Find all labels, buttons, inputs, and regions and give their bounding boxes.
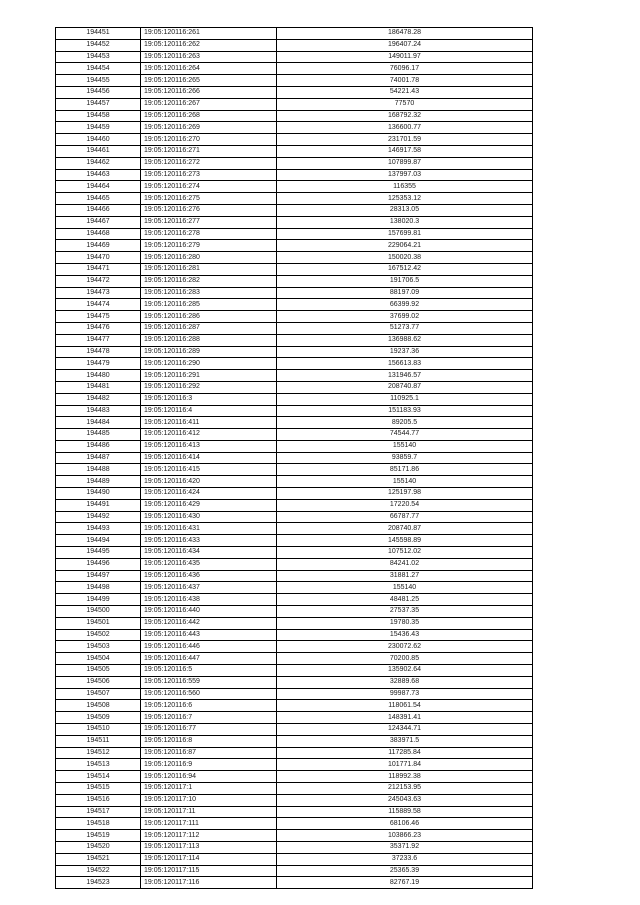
cadastral-number-cell: 19:05:120117:10 [141, 794, 277, 806]
table-row [56, 346, 533, 358]
table-row [56, 606, 533, 618]
cadastral-number-cell: 19:05:120116:433 [141, 535, 277, 547]
value-cell: 145598.89 [277, 535, 533, 547]
value-cell: 32889.68 [277, 676, 533, 688]
row-number-cell: 194464 [56, 181, 141, 193]
cadastral-number-cell: 19:05:120116:94 [141, 771, 277, 783]
cadastral-number-cell: 19:05:120116:559 [141, 676, 277, 688]
cadastral-number-cell: 19:05:120116:434 [141, 547, 277, 559]
value-cell: 17220.54 [277, 499, 533, 511]
value-cell: 118061.54 [277, 700, 533, 712]
cadastral-number-cell: 19:05:120117:115 [141, 865, 277, 877]
value-cell: 117285.84 [277, 747, 533, 759]
cadastral-number-cell: 19:05:120116:435 [141, 558, 277, 570]
value-cell: 168792.32 [277, 110, 533, 122]
cadastral-number-cell: 19:05:120117:11 [141, 806, 277, 818]
row-number-cell: 194490 [56, 488, 141, 500]
cadastral-number-cell: 19:05:120116:420 [141, 476, 277, 488]
table-row [56, 794, 533, 806]
cadastral-number-cell: 19:05:120116:263 [141, 51, 277, 63]
cadastral-number-cell: 19:05:120116:7 [141, 712, 277, 724]
value-cell: 85171.86 [277, 464, 533, 476]
cadastral-number-cell: 19:05:120116:270 [141, 134, 277, 146]
row-number-cell: 194493 [56, 523, 141, 535]
cadastral-number-cell: 19:05:120116:429 [141, 499, 277, 511]
cadastral-number-cell: 19:05:120116:414 [141, 452, 277, 464]
row-number-cell: 194502 [56, 629, 141, 641]
table-row [56, 252, 533, 264]
row-number-cell: 194459 [56, 122, 141, 134]
table-row [56, 665, 533, 677]
value-cell: 136600.77 [277, 122, 533, 134]
cadastral-number-cell: 19:05:120116:269 [141, 122, 277, 134]
value-cell: 54221.43 [277, 86, 533, 98]
cadastral-number-cell: 19:05:120116:286 [141, 311, 277, 323]
row-number-cell: 194504 [56, 653, 141, 665]
value-cell: 116355 [277, 181, 533, 193]
table-row [56, 75, 533, 87]
row-number-cell: 194460 [56, 134, 141, 146]
table-row [56, 86, 533, 98]
cadastral-number-cell: 19:05:120116:446 [141, 641, 277, 653]
row-number-cell: 194523 [56, 877, 141, 889]
value-cell: 230072.62 [277, 641, 533, 653]
value-cell: 138020.3 [277, 216, 533, 228]
value-cell: 35371.92 [277, 841, 533, 853]
table-row [56, 806, 533, 818]
cadastral-number-cell: 19:05:120116:437 [141, 582, 277, 594]
cadastral-number-cell: 19:05:120116:279 [141, 240, 277, 252]
value-cell: 37699.02 [277, 311, 533, 323]
table-row [56, 558, 533, 570]
table-row [56, 594, 533, 606]
row-number-cell: 194481 [56, 381, 141, 393]
row-number-cell: 194469 [56, 240, 141, 252]
value-cell: 186478.28 [277, 28, 533, 40]
cadastral-number-cell: 19:05:120116:262 [141, 39, 277, 51]
value-cell: 89205.5 [277, 417, 533, 429]
row-number-cell: 194462 [56, 157, 141, 169]
cadastral-number-cell: 19:05:120116:415 [141, 464, 277, 476]
value-cell: 208740.87 [277, 381, 533, 393]
value-cell: 25365.39 [277, 865, 533, 877]
cadastral-number-cell: 19:05:120116:413 [141, 440, 277, 452]
cadastral-number-cell: 19:05:120116:276 [141, 204, 277, 216]
value-cell: 68106.46 [277, 818, 533, 830]
row-number-cell: 194466 [56, 204, 141, 216]
cadastral-number-cell: 19:05:120117:116 [141, 877, 277, 889]
row-number-cell: 194514 [56, 771, 141, 783]
table-row [56, 157, 533, 169]
value-cell: 115889.58 [277, 806, 533, 818]
table-row [56, 440, 533, 452]
value-cell: 66399.92 [277, 299, 533, 311]
cadastral-number-cell: 19:05:120116:438 [141, 594, 277, 606]
table-row [56, 358, 533, 370]
value-cell: 157699.81 [277, 228, 533, 240]
value-cell: 103866.23 [277, 830, 533, 842]
cadastral-number-cell: 19:05:120116:274 [141, 181, 277, 193]
table-row [56, 311, 533, 323]
value-cell: 151183.93 [277, 405, 533, 417]
cadastral-number-cell: 19:05:120116:3 [141, 393, 277, 405]
table-row [56, 523, 533, 535]
row-number-cell: 194519 [56, 830, 141, 842]
row-number-cell: 194456 [56, 86, 141, 98]
row-number-cell: 194500 [56, 606, 141, 618]
table-row [56, 570, 533, 582]
cadastral-number-cell: 19:05:120116:291 [141, 370, 277, 382]
value-cell: 84241.02 [277, 558, 533, 570]
row-number-cell: 194509 [56, 712, 141, 724]
row-number-cell: 194487 [56, 452, 141, 464]
row-number-cell: 194522 [56, 865, 141, 877]
cadastral-number-cell: 19:05:120116:282 [141, 275, 277, 287]
table-row [56, 204, 533, 216]
value-cell: 74001.78 [277, 75, 533, 87]
value-cell: 110925.1 [277, 393, 533, 405]
table-row [56, 405, 533, 417]
row-number-cell: 194473 [56, 287, 141, 299]
cadastral-number-cell: 19:05:120116:272 [141, 157, 277, 169]
table-row [56, 275, 533, 287]
value-cell: 48481.25 [277, 594, 533, 606]
value-cell: 148391.41 [277, 712, 533, 724]
table-row [56, 181, 533, 193]
row-number-cell: 194482 [56, 393, 141, 405]
value-cell: 99987.73 [277, 688, 533, 700]
cadastral-number-cell: 19:05:120116:4 [141, 405, 277, 417]
value-cell: 167512.42 [277, 263, 533, 275]
cadastral-number-cell: 19:05:120116:9 [141, 759, 277, 771]
cadastral-number-cell: 19:05:120116:285 [141, 299, 277, 311]
row-number-cell: 194498 [56, 582, 141, 594]
row-number-cell: 194461 [56, 145, 141, 157]
table-row [56, 452, 533, 464]
row-number-cell: 194521 [56, 853, 141, 865]
table-row [56, 488, 533, 500]
table-row [56, 299, 533, 311]
value-cell: 93859.7 [277, 452, 533, 464]
row-number-cell: 194489 [56, 476, 141, 488]
cadastral-number-cell: 19:05:120116:443 [141, 629, 277, 641]
table-row [56, 287, 533, 299]
row-number-cell: 194512 [56, 747, 141, 759]
table-row [56, 393, 533, 405]
data-table [55, 27, 533, 889]
table-row [56, 865, 533, 877]
table-row [56, 853, 533, 865]
table-row [56, 499, 533, 511]
value-cell: 245043.63 [277, 794, 533, 806]
cadastral-number-cell: 19:05:120116:268 [141, 110, 277, 122]
table-row [56, 169, 533, 181]
table-row [56, 688, 533, 700]
value-cell: 137997.03 [277, 169, 533, 181]
row-number-cell: 194476 [56, 322, 141, 334]
row-number-cell: 194474 [56, 299, 141, 311]
cadastral-number-cell: 19:05:120116:5 [141, 665, 277, 677]
row-number-cell: 194479 [56, 358, 141, 370]
cadastral-number-cell: 19:05:120116:411 [141, 417, 277, 429]
value-cell: 15436.43 [277, 629, 533, 641]
cadastral-number-cell: 19:05:120116:8 [141, 735, 277, 747]
row-number-cell: 194511 [56, 735, 141, 747]
value-cell: 66787.77 [277, 511, 533, 523]
row-number-cell: 194486 [56, 440, 141, 452]
value-cell: 131946.57 [277, 370, 533, 382]
row-number-cell: 194520 [56, 841, 141, 853]
row-number-cell: 194455 [56, 75, 141, 87]
cadastral-number-cell: 19:05:120116:280 [141, 252, 277, 264]
row-number-cell: 194465 [56, 193, 141, 205]
table-row [56, 641, 533, 653]
table-row [56, 110, 533, 122]
table-row [56, 464, 533, 476]
table-row [56, 193, 533, 205]
cadastral-number-cell: 19:05:120116:271 [141, 145, 277, 157]
row-number-cell: 194457 [56, 98, 141, 110]
row-number-cell: 194470 [56, 252, 141, 264]
table-row [56, 700, 533, 712]
cadastral-number-cell: 19:05:120116:277 [141, 216, 277, 228]
cadastral-number-cell: 19:05:120116:273 [141, 169, 277, 181]
cadastral-number-cell: 19:05:120117:114 [141, 853, 277, 865]
value-cell: 155140 [277, 476, 533, 488]
cadastral-number-cell: 19:05:120116:264 [141, 63, 277, 75]
table-row [56, 476, 533, 488]
value-cell: 107899.87 [277, 157, 533, 169]
cadastral-number-cell: 19:05:120116:442 [141, 617, 277, 629]
cadastral-number-cell: 19:05:120116:290 [141, 358, 277, 370]
table-row [56, 771, 533, 783]
row-number-cell: 194507 [56, 688, 141, 700]
row-number-cell: 194484 [56, 417, 141, 429]
cadastral-number-cell: 19:05:120116:292 [141, 381, 277, 393]
cadastral-number-cell: 19:05:120116:77 [141, 724, 277, 736]
value-cell: 146917.58 [277, 145, 533, 157]
table-row [56, 417, 533, 429]
row-number-cell: 194505 [56, 665, 141, 677]
row-number-cell: 194480 [56, 370, 141, 382]
row-number-cell: 194467 [56, 216, 141, 228]
cadastral-number-cell: 19:05:120116:275 [141, 193, 277, 205]
row-number-cell: 194492 [56, 511, 141, 523]
value-cell: 212153.95 [277, 783, 533, 795]
table-row [56, 676, 533, 688]
table-row [56, 98, 533, 110]
cadastral-number-cell: 19:05:120116:440 [141, 606, 277, 618]
value-cell: 70200.85 [277, 653, 533, 665]
row-number-cell: 194497 [56, 570, 141, 582]
cadastral-number-cell: 19:05:120117:111 [141, 818, 277, 830]
value-cell: 76096.17 [277, 63, 533, 75]
table-row [56, 28, 533, 40]
row-number-cell: 194454 [56, 63, 141, 75]
value-cell: 149011.97 [277, 51, 533, 63]
value-cell: 82767.19 [277, 877, 533, 889]
table-row [56, 370, 533, 382]
table-row [56, 724, 533, 736]
row-number-cell: 194495 [56, 547, 141, 559]
cadastral-number-cell: 19:05:120116:87 [141, 747, 277, 759]
table-row [56, 240, 533, 252]
cadastral-number-cell: 19:05:120116:287 [141, 322, 277, 334]
cadastral-number-cell: 19:05:120116:281 [141, 263, 277, 275]
row-number-cell: 194518 [56, 818, 141, 830]
table-row [56, 747, 533, 759]
table-row [56, 228, 533, 240]
cadastral-number-cell: 19:05:120116:431 [141, 523, 277, 535]
table-body [56, 28, 533, 889]
row-number-cell: 194463 [56, 169, 141, 181]
value-cell: 383971.5 [277, 735, 533, 747]
table-row [56, 582, 533, 594]
table-row [56, 51, 533, 63]
row-number-cell: 194483 [56, 405, 141, 417]
row-number-cell: 194453 [56, 51, 141, 63]
row-number-cell: 194452 [56, 39, 141, 51]
value-cell: 77570 [277, 98, 533, 110]
value-cell: 19780.35 [277, 617, 533, 629]
value-cell: 28313.05 [277, 204, 533, 216]
value-cell: 191706.5 [277, 275, 533, 287]
value-cell: 196407.24 [277, 39, 533, 51]
cadastral-number-cell: 19:05:120116:430 [141, 511, 277, 523]
table-row [56, 322, 533, 334]
cadastral-number-cell: 19:05:120116:289 [141, 346, 277, 358]
table-row [56, 617, 533, 629]
row-number-cell: 194501 [56, 617, 141, 629]
row-number-cell: 194517 [56, 806, 141, 818]
value-cell: 51273.77 [277, 322, 533, 334]
value-cell: 125353.12 [277, 193, 533, 205]
value-cell: 118992.38 [277, 771, 533, 783]
cadastral-number-cell: 19:05:120117:112 [141, 830, 277, 842]
cadastral-number-cell: 19:05:120116:278 [141, 228, 277, 240]
cadastral-number-cell: 19:05:120116:6 [141, 700, 277, 712]
table-row [56, 381, 533, 393]
row-number-cell: 194491 [56, 499, 141, 511]
value-cell: 150020.38 [277, 252, 533, 264]
table-row [56, 511, 533, 523]
table-row [56, 841, 533, 853]
value-cell: 88197.09 [277, 287, 533, 299]
value-cell: 135902.64 [277, 665, 533, 677]
table-row [56, 653, 533, 665]
cadastral-number-cell: 19:05:120117:1 [141, 783, 277, 795]
row-number-cell: 194471 [56, 263, 141, 275]
cadastral-number-cell: 19:05:120116:261 [141, 28, 277, 40]
value-cell: 74544.77 [277, 429, 533, 441]
table-row [56, 535, 533, 547]
cadastral-number-cell: 19:05:120116:266 [141, 86, 277, 98]
cadastral-number-cell: 19:05:120116:288 [141, 334, 277, 346]
table-row [56, 629, 533, 641]
cadastral-number-cell: 19:05:120116:412 [141, 429, 277, 441]
value-cell: 231701.59 [277, 134, 533, 146]
row-number-cell: 194499 [56, 594, 141, 606]
cadastral-number-cell: 19:05:120116:267 [141, 98, 277, 110]
table-row [56, 216, 533, 228]
table-row [56, 334, 533, 346]
table-row [56, 263, 533, 275]
cadastral-number-cell: 19:05:120116:424 [141, 488, 277, 500]
row-number-cell: 194494 [56, 535, 141, 547]
value-cell: 136988.62 [277, 334, 533, 346]
cadastral-number-cell: 19:05:120117:113 [141, 841, 277, 853]
row-number-cell: 194458 [56, 110, 141, 122]
value-cell: 156613.83 [277, 358, 533, 370]
cadastral-number-cell: 19:05:120116:447 [141, 653, 277, 665]
value-cell: 208740.87 [277, 523, 533, 535]
cadastral-number-cell: 19:05:120116:560 [141, 688, 277, 700]
table-row [56, 547, 533, 559]
row-number-cell: 194451 [56, 28, 141, 40]
cadastral-number-cell: 19:05:120116:283 [141, 287, 277, 299]
value-cell: 155140 [277, 582, 533, 594]
table-row [56, 145, 533, 157]
row-number-cell: 194478 [56, 346, 141, 358]
row-number-cell: 194506 [56, 676, 141, 688]
value-cell: 124344.71 [277, 724, 533, 736]
value-cell: 107512.02 [277, 547, 533, 559]
table-row [56, 830, 533, 842]
value-cell: 31881.27 [277, 570, 533, 582]
row-number-cell: 194477 [56, 334, 141, 346]
row-number-cell: 194503 [56, 641, 141, 653]
value-cell: 19237.36 [277, 346, 533, 358]
row-number-cell: 194516 [56, 794, 141, 806]
row-number-cell: 194468 [56, 228, 141, 240]
value-cell: 229064.21 [277, 240, 533, 252]
table-row [56, 712, 533, 724]
table-row [56, 783, 533, 795]
table-row [56, 134, 533, 146]
cadastral-number-cell: 19:05:120116:436 [141, 570, 277, 582]
table-row [56, 39, 533, 51]
row-number-cell: 194475 [56, 311, 141, 323]
table-row [56, 63, 533, 75]
row-number-cell: 194485 [56, 429, 141, 441]
value-cell: 27537.35 [277, 606, 533, 618]
table-row [56, 818, 533, 830]
table-row [56, 735, 533, 747]
value-cell: 101771.84 [277, 759, 533, 771]
table-row [56, 429, 533, 441]
row-number-cell: 194508 [56, 700, 141, 712]
row-number-cell: 194513 [56, 759, 141, 771]
table-row [56, 877, 533, 889]
row-number-cell: 194488 [56, 464, 141, 476]
value-cell: 155140 [277, 440, 533, 452]
value-cell: 125197.98 [277, 488, 533, 500]
table-row [56, 122, 533, 134]
row-number-cell: 194510 [56, 724, 141, 736]
row-number-cell: 194496 [56, 558, 141, 570]
cadastral-number-cell: 19:05:120116:265 [141, 75, 277, 87]
value-cell: 37233.6 [277, 853, 533, 865]
row-number-cell: 194515 [56, 783, 141, 795]
row-number-cell: 194472 [56, 275, 141, 287]
table-row [56, 759, 533, 771]
